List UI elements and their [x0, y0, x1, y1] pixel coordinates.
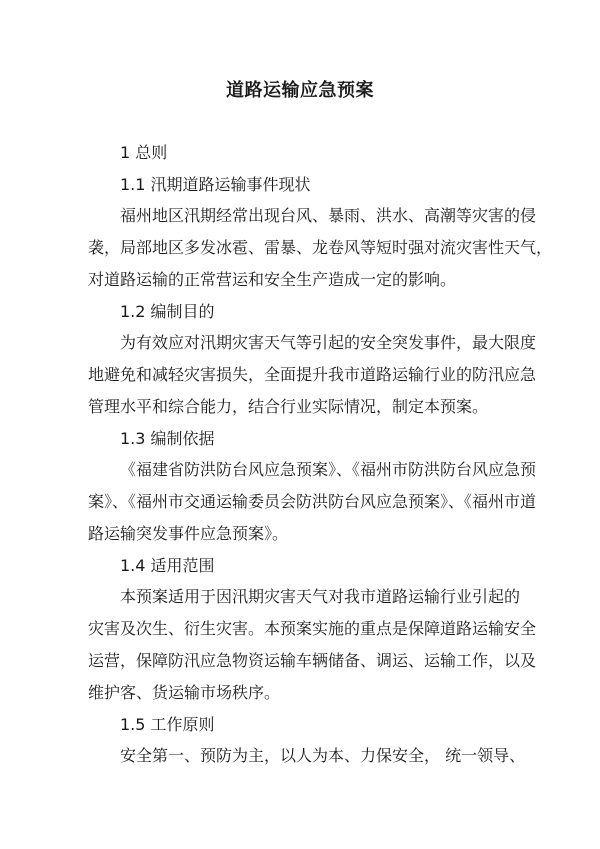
paragraph-line: 安全第一、预防为主，以人为本、力保安全， 统一领导、 [120, 746, 526, 765]
paragraph-line: 为有效应对汛期灾害天气等引起的安全突发事件，最大限度 [120, 333, 537, 352]
paragraph-line: 本预案适用于因汛期灾害天气对我市道路运输行业引起的 [120, 587, 521, 606]
paragraph-line: 对道路运输的正常营运和安全生产造成一定的影响。 [88, 270, 457, 289]
paragraph-line: 地避免和减轻灾害损失，全面提升我市道路运输行业的防汛应急 [88, 365, 537, 384]
paragraph-line: 运营，保障防汛应急物资运输车辆储备、调运、运输工作，以及 [88, 651, 537, 670]
section-heading-1-5: 1.5 工作原则 [120, 715, 215, 734]
paragraph-line: 《福建省防洪防台风应急预案》、《福州市防洪防台风应急预 [120, 460, 537, 479]
paragraph-line: 案》、《福州市交通运输委员会防洪防台风应急预案》、《福州市道 [88, 492, 537, 511]
paragraph-line: 灾害及次生、衍生灾害。本预案实施的重点是保障道路运输安全 [88, 619, 537, 638]
paragraph-line: 管理水平和综合能力，结合行业实际情况，制定本预案。 [88, 397, 489, 416]
paragraph-line: 维护客、货运输市场秩序。 [88, 683, 281, 702]
paragraph-line: 福州地区汛期经常出现台风、暴雨、洪水、高潮等灾害的侵 [120, 206, 537, 225]
document-title: 道路运输应急预案 [226, 80, 374, 101]
section-heading-1-4: 1.4 适用范围 [120, 556, 215, 575]
paragraph-line: 路运输突发事件应急预案》。 [88, 524, 289, 543]
paragraph-line: 袭，局部地区多发冰雹、雷暴、龙卷风等短时强对流灾害性天气， [88, 238, 553, 257]
section-heading-1-2: 1.2 编制目的 [120, 302, 215, 321]
section-heading-1-3: 1.3 编制依据 [120, 429, 215, 448]
section-heading-1-1: 1.1 汛期道路运输事件现状 [120, 175, 311, 194]
section-heading-1: 1 总则 [120, 143, 168, 162]
